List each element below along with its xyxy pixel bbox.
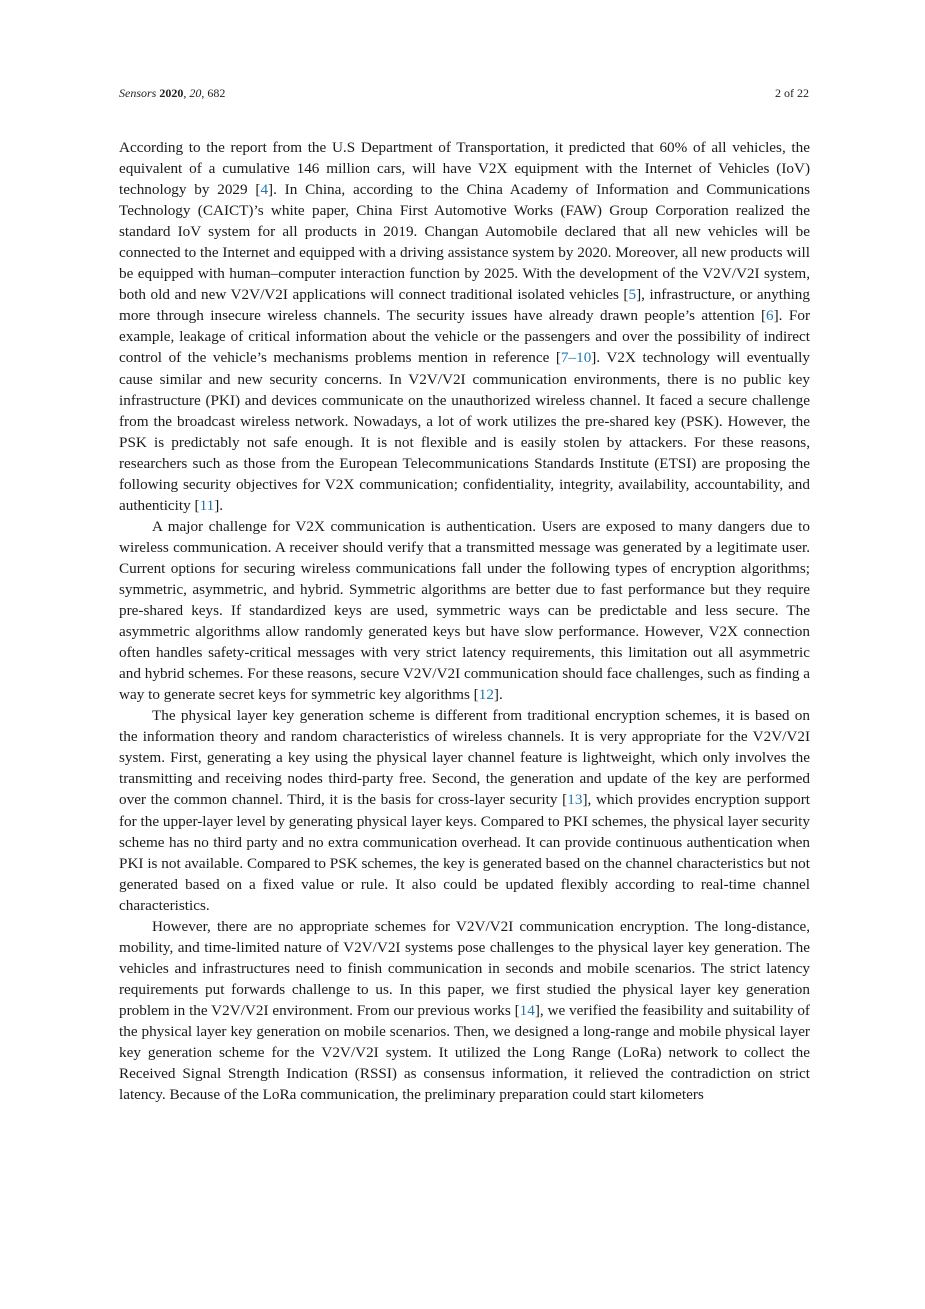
text-segment: ]. — [214, 496, 224, 514]
citation-link[interactable]: 12 — [478, 686, 494, 704]
citation-link[interactable]: 13 — [567, 791, 583, 809]
citation-link[interactable]: 14 — [519, 1001, 535, 1019]
text-segment: A major challenge for V2X communication is authentication. Users are exposed to many dangers due to wireless communication. A receiver should verify that a transmitted message was generated by a legitimate user. Current options for securing wireless communications fall under the following types of encryption algorithms; symmetric, asymmetric, and hybrid. Symmetric algorithms are better due to fast performance but they require pre-shared keys. If standardized keys are used, symmetric ways can be predictable and less secure. The asymmetric algorithms allow randomly generated keys but have slow performance. However, V2X connection often handles safety-critical messages with very strict latency requirements, this limitation out all asymmetric and hybrid schemes. For these reasons, secure V2V/V2I communication should face challenges, such as finding a way to generate secret keys for symmetric key algorithms [ — [119, 517, 810, 704]
paragraph — [119, 516, 810, 705]
text-segment: ], infrastructure, or anything more through insecure wireless channels. The security issues have already drawn people’s attention [ — [119, 286, 810, 325]
paragraph — [119, 137, 810, 516]
citation-link[interactable]: 5 — [628, 286, 637, 304]
text-segment: ], which provides encryption support for the upper-layer level by generating physical layer keys. Compared to PKI schemes, the physical layer security scheme has no third party and no extra communication overhead. It can provide continuous authentication when PKI is not available. Compared to PSK schemes, the key is generated based on the channel characteristics but not generated based on a fixed value or rule. It also could be updated flexibly according to real-time channel characteristics. — [119, 791, 810, 914]
citation-link[interactable]: 4 — [260, 181, 269, 199]
text-segment: ]. V2X technology will eventually cause similar and new security concerns. In V2V/V2I communication environments, there is no public key infrastructure (PKI) and devices communicate on the unauthorized wireless channel. It faced a secure challenge from the broadcast wireless network. Nowadays, a lot of work utilizes the pre-shared key (PSK). However, the PSK is predictably not safe enough. It is not flexible and is easily stolen by attackers. For these reasons, researchers such as those from the European Telecommunications Standards Institute (ETSI) are proposing the following security objectives for V2X communication; confidentiality, integrity, availability, accountability, and authenticity [ — [119, 349, 810, 514]
journal-name: Sensors — [119, 86, 157, 100]
citation-link[interactable]: 6 — [766, 307, 774, 325]
paragraph — [119, 916, 810, 1105]
citation-link[interactable]: 7–10 — [560, 349, 592, 367]
citation-line: Sensors 2020, 20, 682 — [119, 86, 226, 100]
text-segment: However, there are no appropriate schemes for V2V/V2I communication encryption. The long-distance, mobility, and time-limited nature of V2V/V2I systems pose challenges to the physical layer key generation. The vehicles and infrastructures need to finish communication in seconds and mobile scenarios. The strict latency requirements put forwards challenge to us. In this paper, we first studied the physical layer key generation problem in the V2V/V2I environment. From our previous works [ — [119, 917, 810, 1019]
article-number: , 682 — [201, 86, 226, 100]
journal-year: 2020 — [159, 86, 184, 100]
text-segment: The physical layer key generation scheme is different from traditional encryption schemes, it is based on the information theory and random characteristics of wireless channels. It is very appropriate for the V2V/V2I system. First, generating a key using the physical layer channel feature is lightweight, which only involves the transmitting and receiving nodes third-party free. Second, the generation and update of the key are performed over the common channel. Third, it is the basis for cross-layer security [ — [119, 707, 810, 809]
citation-link[interactable]: 11 — [199, 496, 215, 514]
page-number: 2 of 22 — [775, 86, 809, 100]
text-segment: According to the report from the U.S Department of Transportation, it predicted that 60% of all vehicles, the equivalent of a cumulative 146 million cars, will have V2X equipment with the Internet of Vehicles (IoV) technology by 2029 [ — [119, 139, 810, 199]
journal-volume: 20 — [189, 86, 202, 100]
text-segment: ]. For example, leakage of critical information about the vehicle or the passengers and over the possibility of indirect control of the vehicle’s mechanisms problems mention in reference [ — [119, 307, 810, 367]
body-text — [119, 137, 810, 1105]
paragraph — [119, 705, 810, 915]
text-segment: ], we verified the feasibility and suitability of the physical layer key generation on mobile scenarios. Then, we designed a long-range and mobile physical layer key generation scheme for the V2V/V2I system. It utilized the Long Range (LoRa) network to collect the Received Signal Strength Indication (RSSI) as consensus information, it relieved the contradiction on strict latency. Because of the LoRa communication, the preliminary preparation could start kilometers — [119, 1001, 810, 1104]
running-header — [119, 86, 809, 104]
text-segment: ]. — [493, 686, 503, 704]
text-segment: ]. In China, according to the China Academy of Information and Communications Technology (CAICT)’s white paper, China First Automotive Works (FAW) Group Corporation realized the standard IoV system for all products in 2019. Changan Automobile declared that all new vehicles will be connected to the Internet and equipped with a driving assistance system by 2020. Moreover, all new products will be equipped with human–computer interaction function by 2025. With the development of the V2V/V2I system, both old and new V2V/V2I applications will connect traditional isolated vehicles [ — [119, 181, 810, 304]
